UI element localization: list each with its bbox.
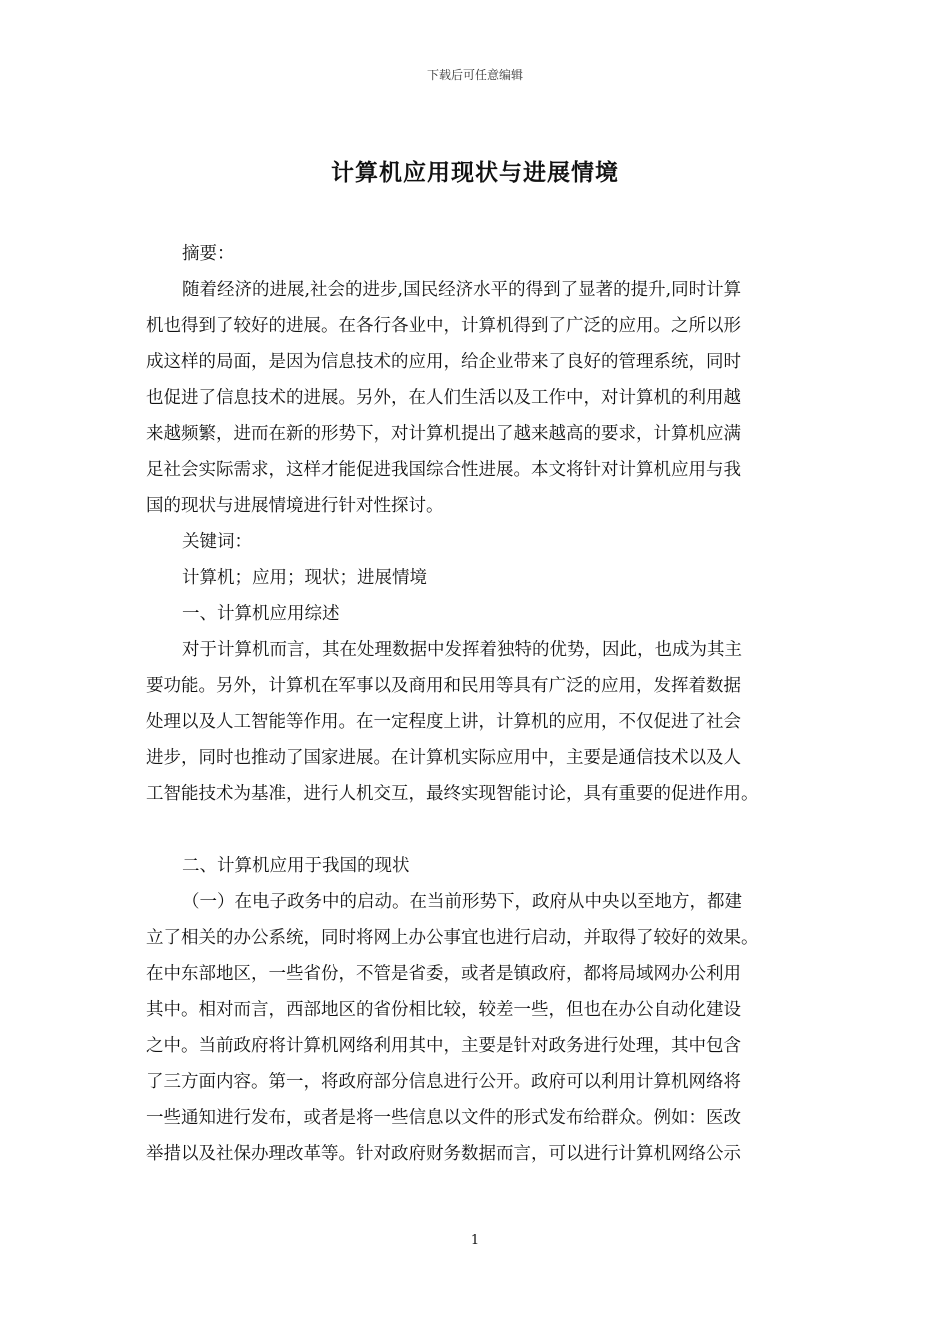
document-body bbox=[146, 236, 812, 1172]
page-header: 下载后可任意编辑 bbox=[426, 68, 523, 82]
section-line: 一些通知进行发布，或者是将一些信息以文件的形式发布给群众。例如：医改 bbox=[146, 1108, 741, 1128]
section-line: 在中东部地区，一些省份，不管是省委，或者是镇政府，都将局域网办公利用 bbox=[146, 964, 741, 984]
document-title: 计算机应用现状与进展情境 bbox=[331, 160, 619, 186]
abstract-line: 机也得到了较好的进展。在各行各业中，计算机得到了广泛的应用。之所以形 bbox=[146, 316, 741, 336]
abstract-line: 随着经济的进展,社会的进步,国民经济水平的得到了显著的提升,同时计算 bbox=[182, 280, 742, 300]
section-line: （一）在电子政务中的启动。在当前形势下，政府从中央以至地方，都建 bbox=[182, 892, 742, 912]
section-line: 立了相关的办公系统，同时将网上办公事宜也进行启动，并取得了较好的效果。 bbox=[146, 928, 759, 948]
abstract-line: 成这样的局面，是因为信息技术的应用，给企业带来了良好的管理系统，同时 bbox=[146, 352, 741, 372]
section-line: 处理以及人工智能等作用。在一定程度上讲，计算机的应用，不仅促进了社会 bbox=[146, 712, 741, 732]
keywords-text: 计算机；应用；现状；进展情境 bbox=[182, 568, 427, 588]
page-number: 1 bbox=[470, 1233, 480, 1248]
abstract-line: 国的现状与进展情境进行针对性探讨。 bbox=[146, 496, 444, 516]
keywords-label: 关键词： bbox=[182, 532, 252, 552]
section-line: 进步，同时也推动了国家进展。在计算机实际应用中，主要是通信技术以及人 bbox=[146, 748, 741, 768]
section-line: 其中。相对而言，西部地区的省份相比较，较差一些，但也在办公自动化建设 bbox=[146, 1000, 741, 1020]
abstract-line: 也促进了信息技术的进展。另外，在人们生活以及工作中，对计算机的利用越 bbox=[146, 388, 741, 408]
section-line: 了三方面内容。第一，将政府部分信息进行公开。政府可以利用计算机网络将 bbox=[146, 1072, 741, 1092]
section-line: 工智能技术为基准，进行人机交互，最终实现智能讨论，具有重要的促进作用。 bbox=[146, 784, 759, 804]
abstract-line: 来越频繁，进而在新的形势下，对计算机提出了越来越高的要求，计算机应满 bbox=[146, 424, 741, 444]
section-heading: 一、计算机应用综述 bbox=[182, 604, 340, 624]
abstract-label: 摘要： bbox=[182, 244, 235, 264]
section-line: 对于计算机而言，其在处理数据中发挥着独特的优势，因此，也成为其主 bbox=[182, 640, 742, 660]
paragraph-gap bbox=[146, 812, 812, 848]
section-heading: 二、计算机应用于我国的现状 bbox=[182, 856, 410, 876]
section-line: 要功能。另外，计算机在军事以及商用和民用等具有广泛的应用，发挥着数据 bbox=[146, 676, 741, 696]
abstract-line: 足社会实际需求，这样才能促进我国综合性进展。本文将针对计算机应用与我 bbox=[146, 460, 741, 480]
section-line: 举措以及社保办理改革等。针对政府财务数据而言，可以进行计算机网络公示 bbox=[146, 1144, 741, 1164]
section-line: 之中。当前政府将计算机网络利用其中，主要是针对政务进行处理，其中包含 bbox=[146, 1036, 741, 1056]
